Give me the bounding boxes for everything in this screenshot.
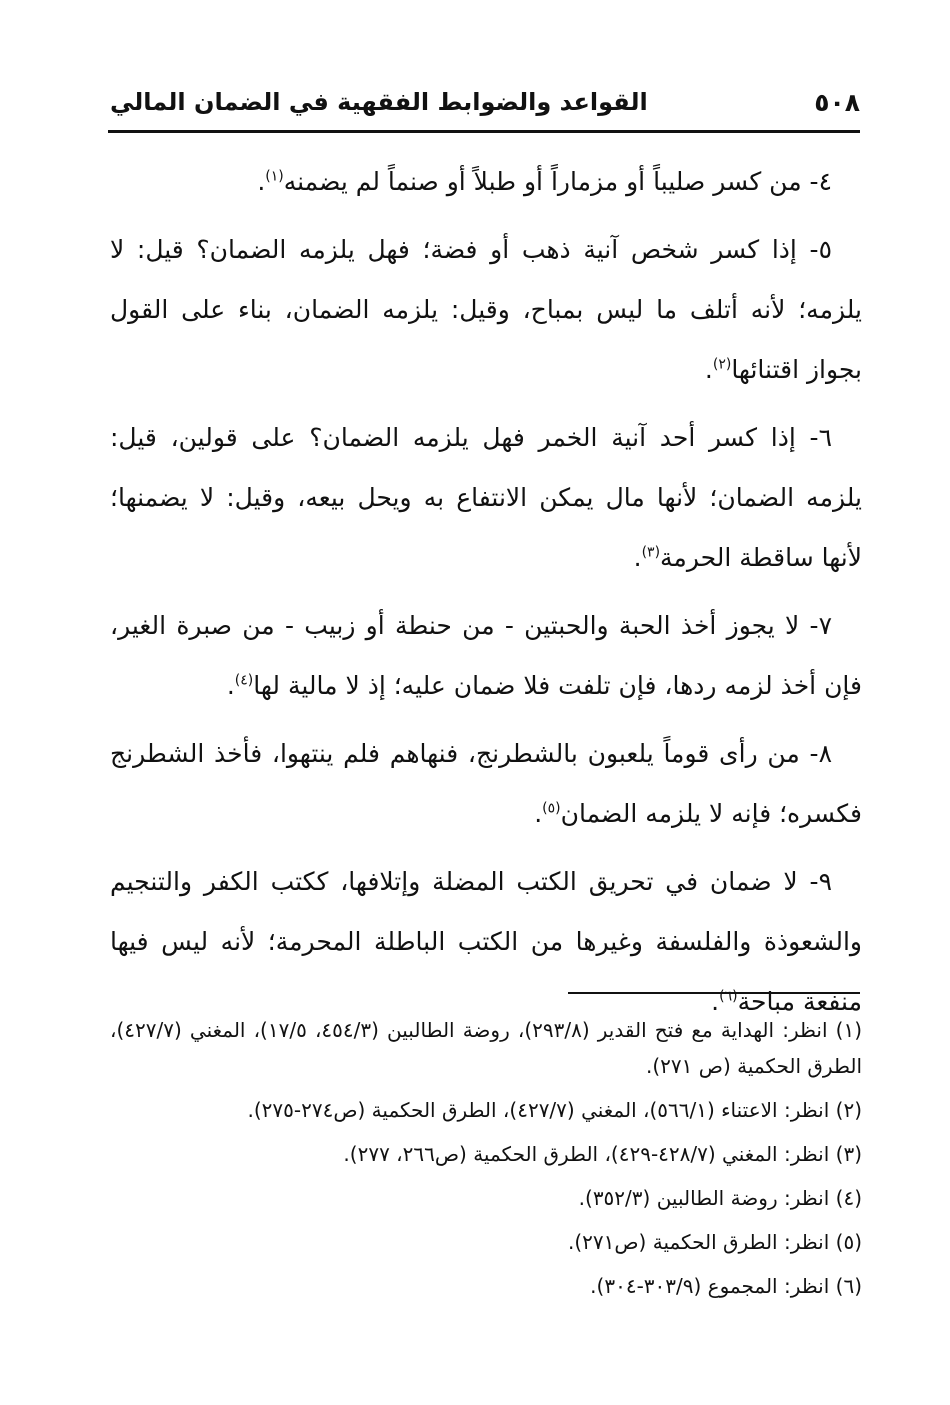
footnote: (١) انظر: الهداية مع فتح القدير (٢٩٣/٨)، روضة الطالبين (٤٥٤/٣، ١٧/٥)، المغني (٤٢٧/٧)، الطرق الحكمية (ص ٢٧١).	[110, 1018, 862, 1078]
footnote: (٥) انظر: الطرق الحكمية (ص٢٧١).	[567, 1230, 862, 1254]
footnote-ref: (٤)	[234, 672, 254, 689]
page-number: ٥٠٨	[814, 88, 860, 117]
footnote-ref: (٥)	[542, 800, 561, 817]
paragraph: ٩- لا ضمان في تحريق الكتب المضلة وإتلافها، ككتب الكفر والتنجيم والشعوذة والفلسفة وغيرها من الكتب الباطلة المحرمة؛ لأنه ليس فيها منفعة مباحة$^{(٦)}$.	[110, 867, 862, 1016]
footnote: (٤) انظر: روضة الطالبين (٣٥٢/٣).	[578, 1186, 862, 1210]
footnote-separator	[568, 992, 860, 994]
footnotes	[110, 1012, 862, 1312]
footnote-ref: (١)	[265, 168, 284, 185]
footnote-ref: (٣)	[641, 544, 661, 561]
footnote: (٦) انظر: المجموع (٣٠٣/٩-٣٠٤).	[590, 1274, 862, 1298]
footnote: (٣) انظر: المغني (٤٢٨/٧-٤٢٩)، الطرق الحكمية (ص٢٦٦، ٢٧٧).	[343, 1142, 862, 1166]
paragraph: ٨- من رأى قوماً يلعبون بالشطرنج، فنهاهم فلم ينتهوا، فأخذ الشطرنج فكسره؛ فإنه لا يلزمه الضمان$^{(٥)}$.	[110, 739, 862, 828]
paragraph: ٦- إذا كسر أحد آنية الخمر فهل يلزمه الضمان؟ على قولين، قيل: يلزمه الضمان؛ لأنها مال يمكن الانتفاع به ويحل بيعه، وقيل: لا يضمنها؛ لأنها ساقطة الحرمة$^{(٣)}$.	[110, 423, 862, 572]
header-rule	[108, 130, 860, 133]
main-text	[110, 152, 862, 1040]
footnote-ref: (٢)	[712, 356, 732, 373]
paragraph: ٥- إذا كسر شخص آنية ذهب أو فضة؛ فهل يلزمه الضمان؟ قيل: لا يلزمه؛ لأنه أتلف ما ليس بمباح، وقيل: يلزمه الضمان، بناء على القول بجواز اقتنائها$^{(٢)}$.	[110, 235, 862, 384]
footnote-ref: (٦)	[719, 988, 738, 1005]
page-header	[108, 86, 860, 126]
paragraph: ٤- من كسر صليباً أو مزماراً أو طبلاً أو صنماً لم يضمنه$^{(١)}$.	[257, 167, 832, 196]
footnote: (٢) انظر: الاعتناء (٥٦٦/١)، المغني (٤٢٧/٧)، الطرق الحكمية (ص٢٧٤-٢٧٥).	[247, 1098, 862, 1122]
paragraph: ٧- لا يجوز أخذ الحبة والحبتين - من حنطة أو زبيب - من صبرة الغير، فإن أخذ لزمه ردها، فإن تلفت فلا ضمان عليه؛ إذ لا مالية لها$^{(٤)}$.	[110, 611, 862, 700]
running-title: القواعد والضوابط الفقهية في الضمان المالي	[110, 88, 648, 116]
